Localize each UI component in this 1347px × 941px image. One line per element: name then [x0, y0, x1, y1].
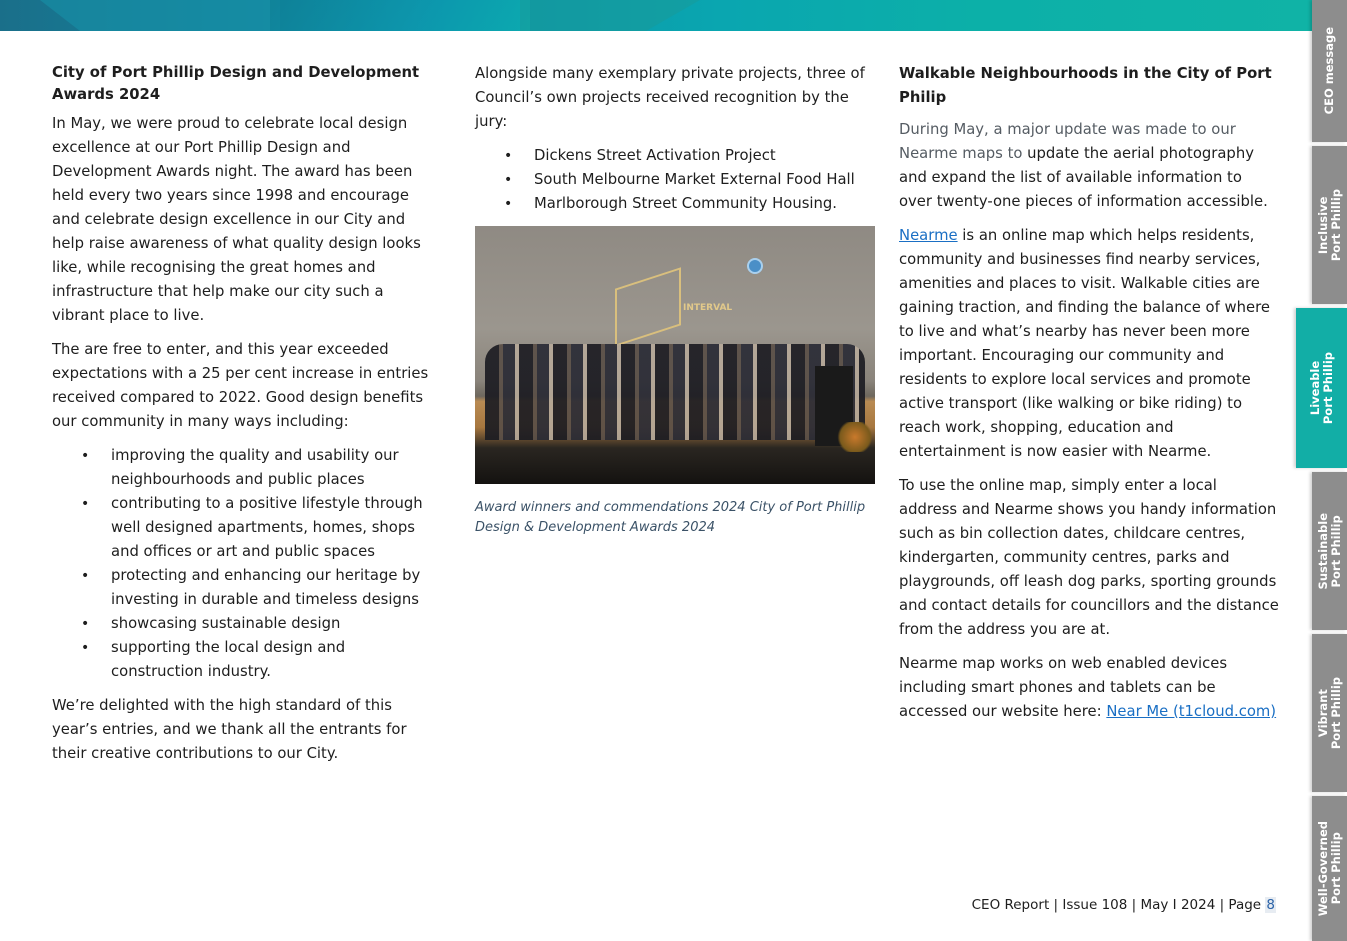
- section-tabs: [1307, 0, 1347, 941]
- list-item: • improving the quality and usability our neighbourhoods and public places: [111, 444, 432, 492]
- interval-sign-text: INTERVAL: [683, 303, 733, 313]
- flowers: [835, 422, 875, 452]
- photo-caption: Award winners and commendations 2024 City of Port Phillip Design & Development Awards 2024: [475, 500, 866, 535]
- tab-label: Liveable Port Phillip: [1307, 351, 1335, 425]
- design-awards-paragraph-3: We’re delighted with the high standard of this year’s entries, and we thank all the entrants for their creative contributions to our City.: [52, 697, 407, 762]
- walkable-paragraph-2: [899, 224, 1279, 464]
- footer-text: CEO Report | Issue 108 | May I 2024 | Page: [971, 897, 1266, 913]
- list-item: • supporting the local design and construction industry.: [111, 636, 432, 684]
- tab-label: Inclusive Port Phillip: [1315, 188, 1343, 262]
- tab-liveable-port-phillip[interactable]: [1296, 308, 1347, 468]
- banner-shape: [520, 0, 700, 31]
- interval-logo: [615, 267, 681, 346]
- column-council-projects: [475, 62, 875, 538]
- banner-shape: [270, 0, 530, 31]
- page-number: 8: [1266, 897, 1275, 913]
- tab-ceo-message[interactable]: [1312, 0, 1347, 142]
- list-item: • Marlborough Street Community Housing.: [534, 192, 875, 216]
- walkable-paragraph-4-text: Nearme map works on web enabled devices including smart phones and tablets can be accessed our website here:: [899, 655, 1228, 720]
- list-item: • showcasing sustainable design: [111, 612, 432, 636]
- tab-label: Sustainable Port Phillip: [1315, 512, 1343, 590]
- council-projects-intro: Alongside many exemplary private projects, three of Council’s own projects received recognition by the jury:: [475, 65, 865, 130]
- design-awards-heading: City of Port Phillip Design and Development Awards 2024: [52, 64, 420, 103]
- top-banner: [0, 0, 1312, 31]
- design-awards-paragraph-2: The are free to enter, and this year exceeded expectations with a 25 per cent increase in entries received compared to 2022. Good design benefits our community in many ways including:: [52, 341, 429, 430]
- walkable-paragraph-4: [899, 652, 1279, 724]
- list-item: • Dickens Street Activation Project: [534, 144, 875, 168]
- banner-shape: [40, 0, 280, 31]
- award-winners-photo: [475, 226, 875, 484]
- council-projects-list: [475, 144, 875, 216]
- walkable-paragraph-2-rest: is an online map which helps residents, community and businesses find nearby services, amenities and places to visit. Walkable cities are gaining traction, and finding the balance of where to live and what’s nearby has never been more important. Encouraging our community and residents to explore local services and promote active transport (like walking or bike riding) to reach work, shopping, education and entertainment is now easier with Nearme.: [899, 227, 1270, 460]
- walkable-paragraph-1-rest: update the aerial photography and expand the list of available information to over twenty-one pieces of information accessible.: [899, 145, 1268, 210]
- list-item: • contributing to a positive lifestyle through well designed apartments, homes, shops and offices or art and public spaces: [111, 492, 432, 564]
- tab-label: Well-Governed Port Phillip: [1315, 820, 1343, 917]
- tab-sustainable-port-phillip[interactable]: [1312, 472, 1347, 630]
- nearme-link[interactable]: Nearme: [899, 227, 958, 244]
- walkable-paragraph-1: [899, 118, 1279, 214]
- walkable-paragraph-3: To use the online map, simply enter a local address and Nearme shows you handy information such as bin collection dates, childcare centres, kindergarten, community centres, parks and playgrounds, off leash dog parks, sporting grounds and contact details for councillors and the distance from the address you are at.: [899, 477, 1279, 638]
- tab-vibrant-port-phillip[interactable]: [1312, 634, 1347, 792]
- walkable-paragraph-1-lead: During May, a major update was made to our Nearme maps to: [899, 121, 1236, 162]
- tab-inclusive-port-phillip[interactable]: [1312, 146, 1347, 304]
- near-me-website-link[interactable]: Near Me (t1cloud.com): [1106, 703, 1277, 720]
- design-awards-paragraph-1: In May, we were proud to celebrate local design excellence at our Port Phillip Design and Development Awards night. The award has been held every two years since 1998 and encourage and celebrate design excellence in our City and help raise awareness of what quality design looks like, while recognising the great homes and infrastructure that help make our city such a vibrant place to live.: [52, 115, 421, 324]
- page-footer: [950, 895, 1276, 915]
- tab-label: CEO message: [1322, 27, 1336, 115]
- stage-light: [747, 258, 763, 274]
- column-design-awards: [52, 62, 432, 776]
- walkable-heading: Walkable Neighbourhoods in the City of Port Philip: [899, 65, 1272, 106]
- design-benefits-list: [52, 444, 432, 684]
- tab-label: Vibrant Port Phillip: [1315, 676, 1343, 750]
- tab-well-governed-port-phillip[interactable]: [1312, 796, 1347, 941]
- column-walkable-neighbourhoods: [899, 62, 1279, 734]
- list-item: • South Melbourne Market External Food Hall: [534, 168, 875, 192]
- list-item: • protecting and enhancing our heritage by investing in durable and timeless designs: [111, 564, 432, 612]
- award-winners-group: [485, 344, 865, 440]
